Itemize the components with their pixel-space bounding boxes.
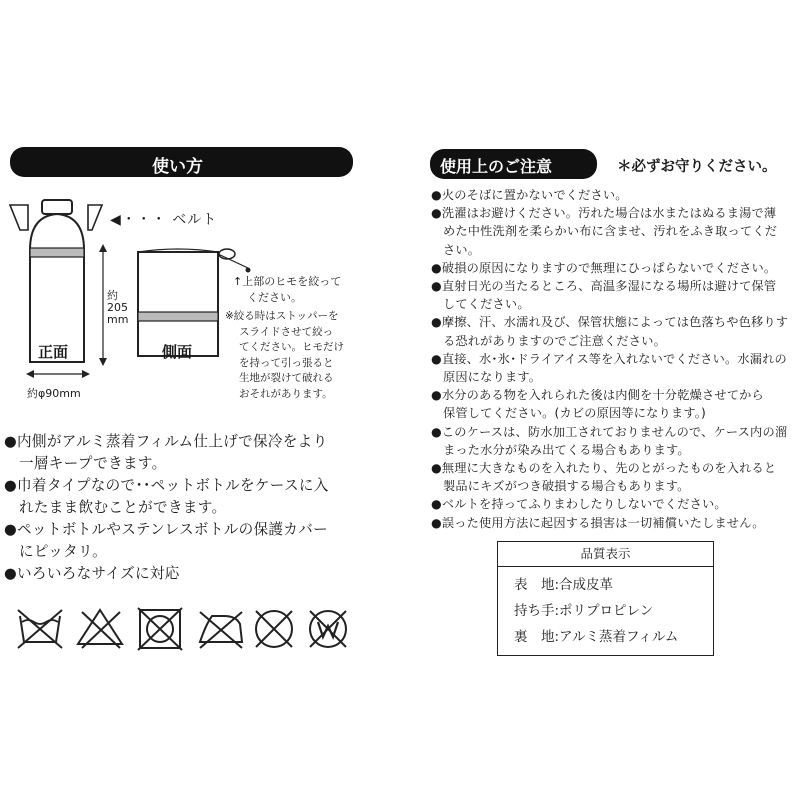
stopper-note-line: ※絞る時はストッパーを — [225, 310, 339, 322]
caution-item-cont: さい。 — [443, 242, 481, 257]
caution-item: ●摩擦、汗、水濡れ及び、保管状態によっては色落ちや色移りす — [431, 315, 789, 330]
quality-row-label: 裏 地 — [514, 629, 555, 645]
feature-item-cont: にピッタリ。 — [19, 543, 108, 560]
quality-row-value: :合成皮革 — [554, 577, 614, 593]
caution-item: ●直接、水･氷･ドライアイス等を入れないでください。水漏れの — [431, 351, 787, 366]
caution-item: ●無理に大きなものを入れたり、先のとがったものを入れると — [431, 461, 777, 476]
stopper-note-line: てください。ヒモだけ — [239, 341, 344, 353]
caution-item-cont: めた中性洗剤を柔らかい布に含ませ、汚れをふき取ってくだ — [443, 224, 778, 239]
usage-header-bar — [10, 147, 353, 177]
height-label-prefix: 約 — [107, 289, 118, 302]
belt-label: ◀・・・ ベルト — [110, 212, 218, 228]
stopper — [219, 249, 235, 259]
stopper-note-line: 生地が裂けて破れる — [239, 372, 334, 384]
dry-clean-prohibited-icon — [256, 611, 292, 647]
wet-clean-prohibited-icon — [310, 611, 346, 647]
caution-item-cont: 製品にキズがつき破損する場合もあります。 — [443, 479, 690, 494]
stopper-note-line: を持って引っ張ると — [239, 356, 334, 369]
feature-list — [4, 431, 396, 585]
feature-item-cont: 一層キープできます。 — [19, 455, 167, 472]
caution-item: ●誤った使用方法に起因する損害は一切補償いたしません。 — [431, 515, 765, 530]
feature-item-cont: れたまま飲むことができます。 — [19, 499, 227, 516]
quality-row-label: 持ち手 — [514, 603, 555, 619]
caution-item-cont: まった水分が染み出てくる場合もあります。 — [443, 442, 690, 457]
caution-item: ●直射日光の当たるところ、高温多湿になる場所は避けて保管 — [431, 279, 777, 294]
usage-header: 使い方 — [152, 157, 203, 177]
height-label — [107, 290, 128, 326]
pull-note-line: ↑上部のヒモを絞って — [233, 275, 342, 288]
feature-item: ●ペットボトルやステンレスボトルの保護カバー — [4, 521, 328, 538]
quality-row-label: 表 地 — [514, 577, 555, 593]
caution-item: ●水分のある物を入れられた後は内側を十分乾燥させてから — [431, 388, 764, 403]
belt-strap — [10, 205, 28, 230]
height-label-unit: mm — [107, 313, 129, 326]
bleach-prohibited-icon — [78, 610, 122, 648]
tumble-dry-prohibited-icon — [138, 608, 182, 650]
caution-header: 使用上のご注意 — [440, 157, 553, 176]
must-note: ＊必ずお守りください。 — [617, 159, 777, 175]
care-icons-row — [14, 604, 354, 654]
caution-item-cont: る恐れがありますのでご注意ください。 — [443, 333, 666, 348]
front-band — [30, 248, 84, 257]
stopper-note — [225, 309, 344, 402]
caution-item-cont: 保管してください。(カビの原因等になります。) — [443, 406, 706, 421]
caution-item: ●破損の原因になりますので無理にひっぱらないでください。 — [431, 260, 777, 275]
side-label: 側面 — [162, 343, 193, 361]
quality-row-value: :ポリプロピレン — [554, 603, 654, 619]
caution-item: ●火のそばに置かないでください。 — [431, 188, 628, 202]
front-bag-outline — [30, 214, 84, 362]
height-label-value: 205 — [107, 301, 128, 314]
caution-list — [431, 186, 799, 532]
feature-item: ●いろいろなサイズに対応 — [4, 565, 180, 582]
caution-item-cont: してください。 — [443, 297, 530, 312]
iron-prohibited-icon — [200, 612, 242, 648]
quality-label-box — [497, 541, 714, 656]
feature-item: ●巾着タイプなので･･ペットボトルをケースに入 — [4, 477, 329, 494]
caution-item: ●洗濯はお避けください。汚れた場合は水またはぬるま湯で薄 — [431, 206, 777, 221]
stopper-note-line: スライドさせて絞っ — [239, 325, 334, 338]
bottle-cap — [42, 200, 72, 214]
quality-row-value: :アルミ蒸着フィルム — [554, 629, 679, 645]
diameter-label: 約φ90mm — [27, 387, 81, 400]
caution-header-bar — [430, 149, 597, 179]
feature-item: ●内側がアルミ蒸着フィルム仕上げで保冷をより — [4, 433, 328, 450]
pull-note-line: ください。 — [247, 290, 302, 304]
side-band — [138, 312, 218, 321]
caution-item-cont: 原因になります。 — [443, 370, 542, 385]
pull-note — [233, 274, 341, 305]
stopper-note-line: おそれがあります。 — [239, 387, 333, 400]
quality-rows — [498, 567, 713, 650]
caution-item: ●ベルトを持ってふりまわしたりしないでください。 — [431, 497, 727, 512]
quality-row-lining — [514, 624, 713, 650]
quality-label-title: 品質表示 — [498, 542, 713, 567]
front-label: 正面 — [38, 343, 69, 361]
quality-row-outer — [514, 572, 713, 598]
quality-row-handle — [514, 598, 713, 624]
wash-prohibited-icon — [18, 610, 62, 648]
caution-item: ●このケースは、防水加工されておりませんので、ケース内の溜 — [431, 424, 788, 439]
